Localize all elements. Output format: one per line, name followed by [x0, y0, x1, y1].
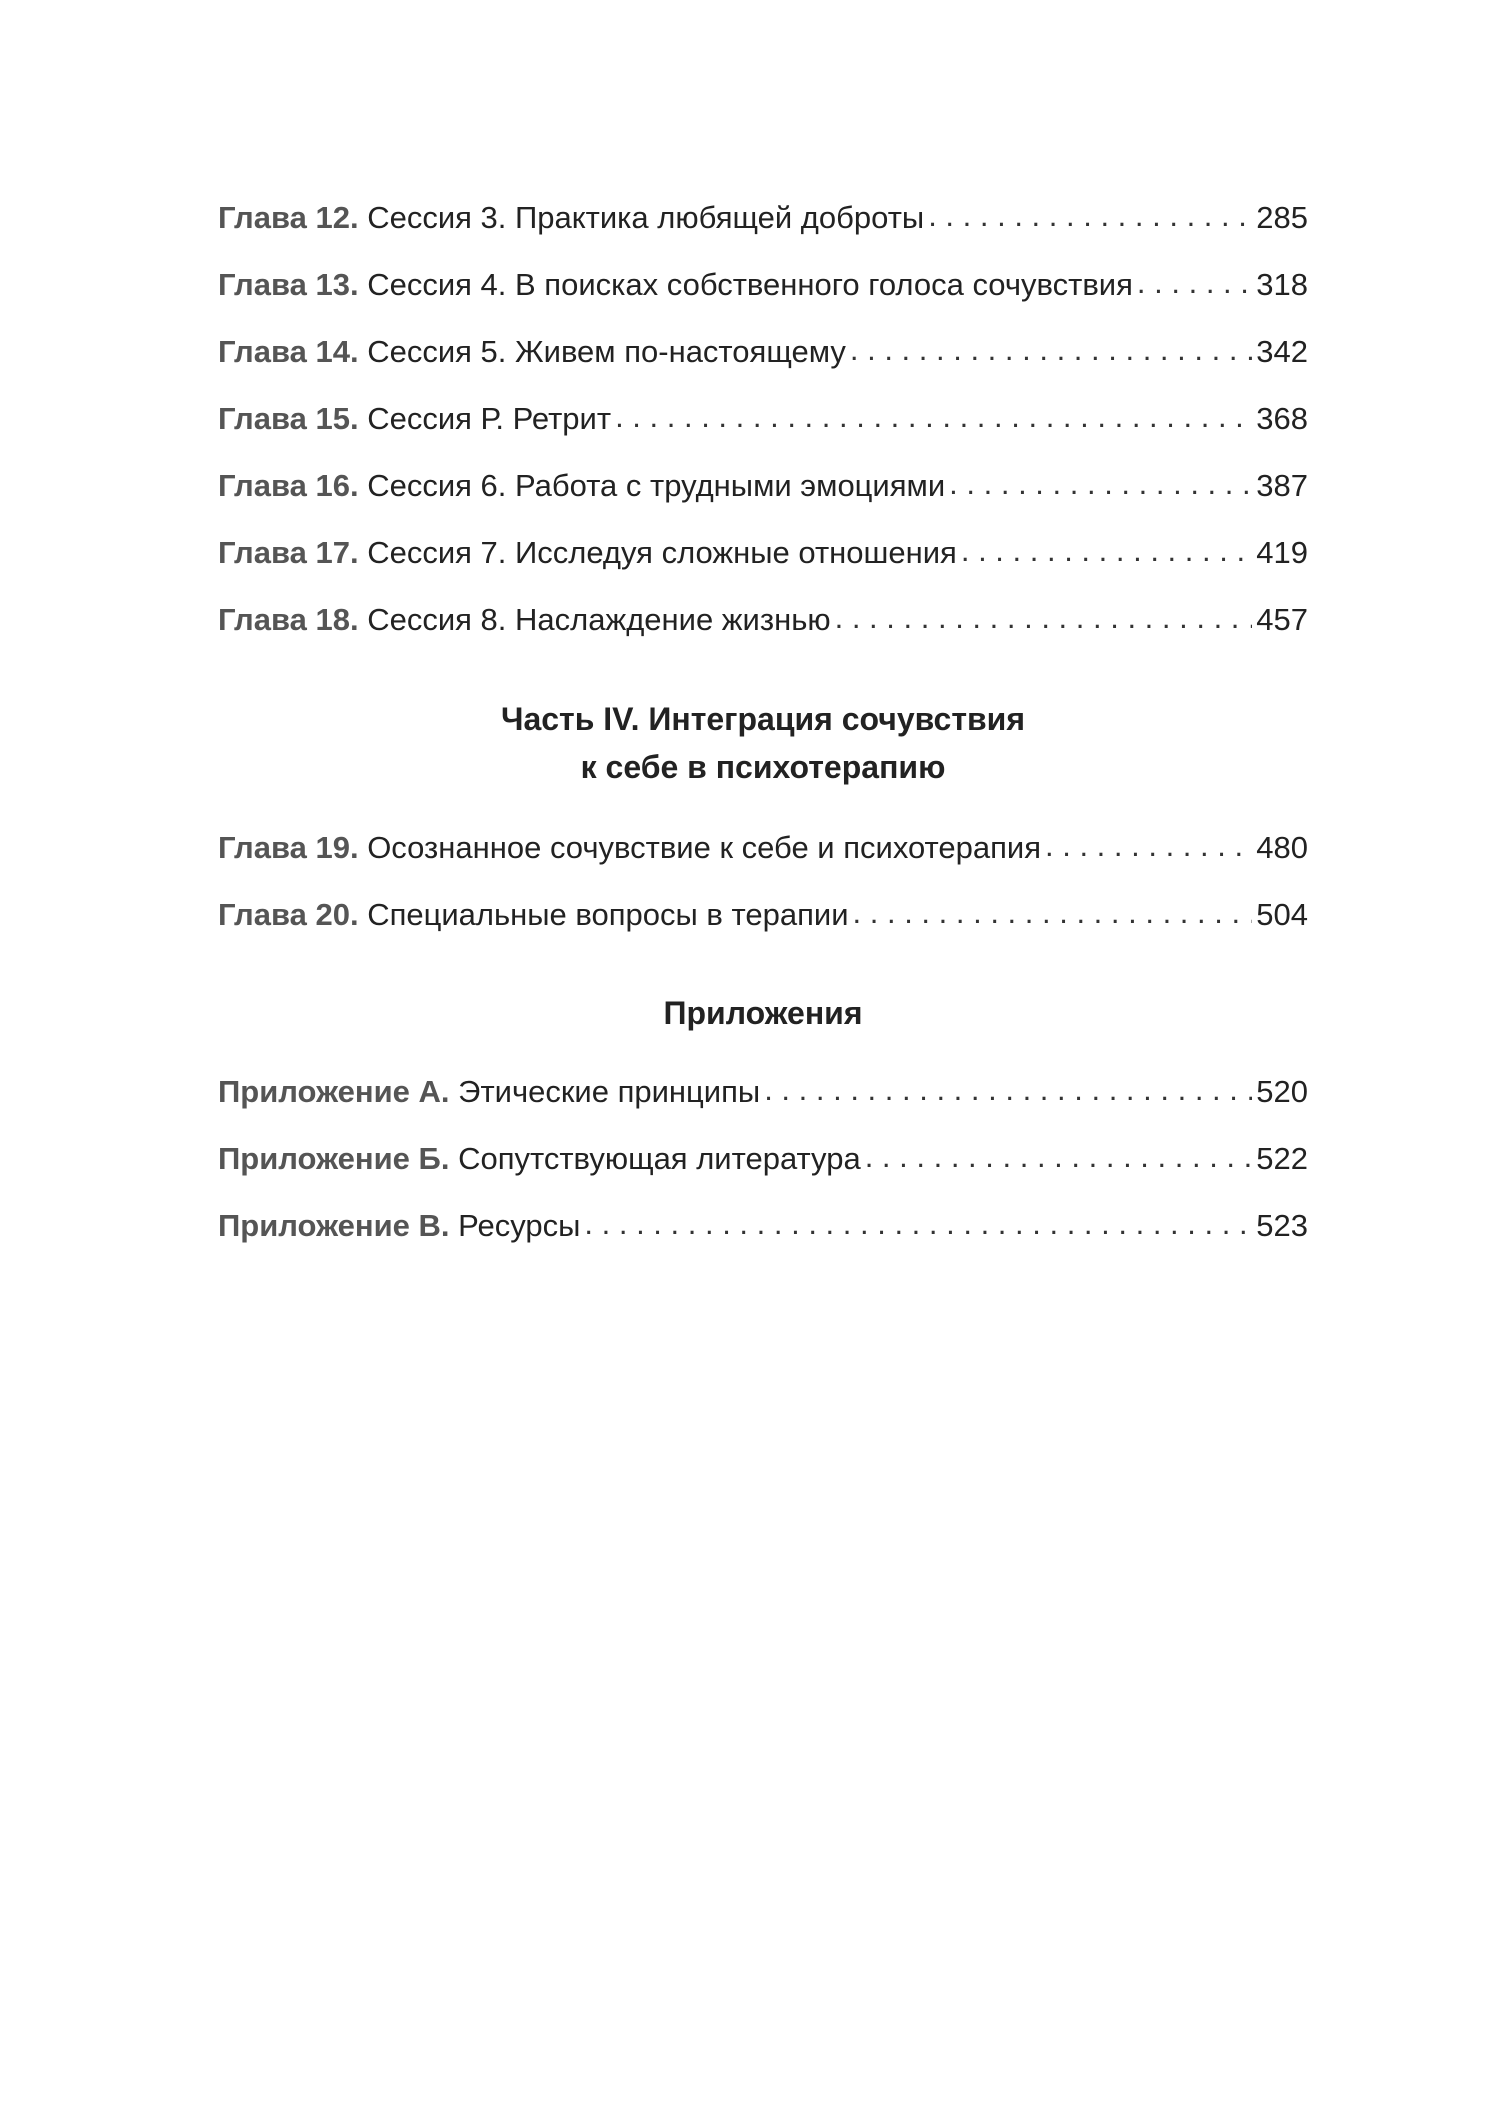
- toc-entry[interactable]: [218, 600, 1308, 640]
- toc-entry[interactable]: [218, 828, 1308, 868]
- entry-page-number: 522: [1256, 1141, 1308, 1176]
- toc-entry[interactable]: [218, 332, 1308, 372]
- entry-prefix: Глава 16.: [218, 468, 359, 503]
- entry-page-number: 480: [1256, 830, 1308, 865]
- leader-dots: [928, 196, 1252, 236]
- entry-prefix: Глава 14.: [218, 334, 359, 369]
- entry-prefix: Приложение А.: [218, 1074, 450, 1109]
- part4-heading: [218, 695, 1308, 791]
- entry-prefix: Глава 17.: [218, 535, 359, 570]
- entry-prefix: Глава 15.: [218, 401, 359, 436]
- part4-heading-line1: Часть IV. Интеграция сочувствия: [500, 701, 1026, 737]
- leader-dots: [1045, 826, 1252, 866]
- toc-chapters-part3: [218, 198, 1308, 640]
- entry-title: Сессия 5. Живем по-настоящему: [367, 334, 846, 369]
- toc-entry[interactable]: [218, 1139, 1308, 1179]
- entry-page-number: 419: [1256, 535, 1308, 570]
- entry-prefix: Глава 12.: [218, 200, 359, 235]
- entry-title: Сессия 4. В поисках собственного голоса сочувствия: [367, 267, 1133, 302]
- entry-prefix: Приложение Б.: [218, 1141, 450, 1176]
- entry-page-number: 387: [1256, 468, 1308, 503]
- toc-entry[interactable]: [218, 265, 1308, 305]
- entry-page-number: 457: [1256, 602, 1308, 637]
- leader-dots: [961, 531, 1252, 571]
- entry-title: Специальные вопросы в терапии: [367, 897, 849, 932]
- entry-title: Сессия 8. Наслаждение жизнью: [367, 602, 831, 637]
- leader-dots: [850, 330, 1252, 370]
- entry-title: Осознанное сочувствие к себе и психотерапия: [367, 830, 1041, 865]
- entry-prefix: Приложение В.: [218, 1208, 450, 1243]
- appendices-heading: Приложения: [663, 995, 863, 1031]
- entry-title: Ресурсы: [458, 1208, 581, 1243]
- toc-entry[interactable]: [218, 198, 1308, 238]
- toc-entry[interactable]: [218, 1206, 1308, 1246]
- leader-dots: [615, 397, 1252, 437]
- entry-page-number: 520: [1256, 1074, 1308, 1109]
- entry-page-number: 504: [1256, 897, 1308, 932]
- entry-page-number: 523: [1256, 1208, 1308, 1243]
- entry-prefix: Глава 20.: [218, 897, 359, 932]
- entry-title: Сессия 3. Практика любящей доброты: [367, 200, 925, 235]
- entry-title: Сессия 7. Исследуя сложные отношения: [367, 535, 957, 570]
- entry-page-number: 368: [1256, 401, 1308, 436]
- leader-dots: [584, 1204, 1252, 1244]
- toc-appendices: [218, 1072, 1308, 1246]
- leader-dots: [853, 893, 1253, 933]
- toc-entry[interactable]: [218, 895, 1308, 935]
- toc-entry[interactable]: [218, 533, 1308, 573]
- leader-dots: [1137, 263, 1252, 303]
- leader-dots: [865, 1137, 1253, 1177]
- entry-page-number: 285: [1256, 200, 1308, 235]
- entry-prefix: Глава 18.: [218, 602, 359, 637]
- leader-dots: [949, 464, 1252, 504]
- entry-page-number: 342: [1256, 334, 1308, 369]
- entry-title: Сопутствующая литература: [458, 1141, 861, 1176]
- leader-dots: [835, 598, 1253, 638]
- entry-title: Сессия Р. Ретрит: [367, 401, 612, 436]
- entry-prefix: Глава 13.: [218, 267, 359, 302]
- toc-chapters-part4: [218, 828, 1308, 935]
- toc-entry[interactable]: [218, 1072, 1308, 1112]
- part4-heading-line2: к себе в психотерапию: [580, 749, 946, 785]
- entry-title: Этические принципы: [458, 1074, 761, 1109]
- toc-entry[interactable]: [218, 466, 1308, 506]
- leader-dots: [764, 1070, 1252, 1110]
- entry-title: Сессия 6. Работа с трудными эмоциями: [367, 468, 946, 503]
- entry-prefix: Глава 19.: [218, 830, 359, 865]
- toc-entry[interactable]: [218, 399, 1308, 439]
- entry-page-number: 318: [1256, 267, 1308, 302]
